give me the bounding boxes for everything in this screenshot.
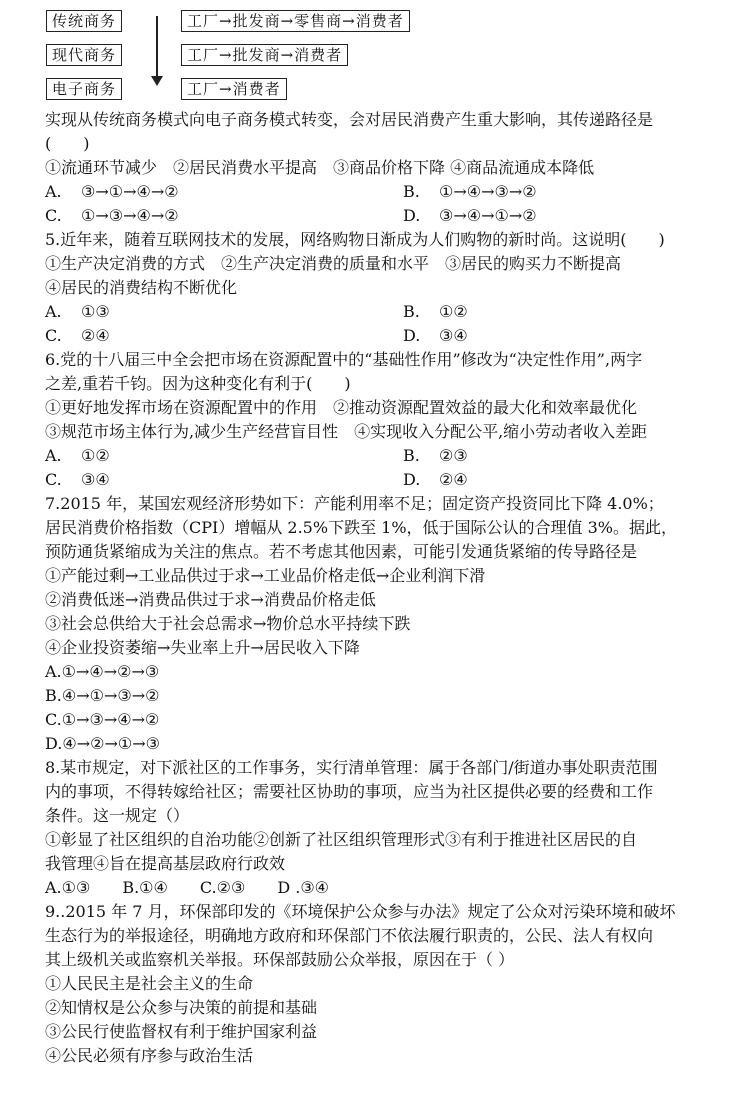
option-key: C.: [45, 206, 62, 225]
q4-stem-line1: 实现从传统商务模式向电子商务模式转变，会对居民消费产生重大影响，其传递路径是: [45, 110, 654, 129]
label-traditional-commerce: 传统商务: [46, 10, 122, 32]
q9-item-4: ④公民必须有序参与政治生活: [45, 1046, 254, 1065]
q6-items-line2: ③规范市场主体行为,减少生产经营盲目性 ④实现收入分配公平,缩小劳动者收入差距: [45, 422, 648, 441]
chain-electronic: 工厂→消费者: [181, 78, 287, 100]
q5-option-b[interactable]: [403, 302, 468, 322]
option-key: B.: [403, 446, 420, 465]
q7-item-4: ④企业投资萎缩→失业率上升→居民收入下降: [45, 638, 360, 657]
q7-option-d[interactable]: D.④→②→①→③: [45, 734, 160, 753]
option-key: C.: [45, 326, 62, 345]
q8-items-line1: ①彰显了社区组织的自治功能②创新了社区组织管理形式③有利于推进社区居民的自: [45, 830, 638, 849]
q6-option-a[interactable]: [45, 446, 110, 466]
q7-option-c[interactable]: C.①→③→④→②: [45, 710, 160, 729]
q6-option-c[interactable]: [45, 470, 110, 490]
q6-items-line1: ①更好地发挥市场在资源配置中的作用 ②推动资源配置效益的最大化和效率最优化: [45, 398, 638, 417]
option-key: B.: [403, 182, 420, 201]
q6-option-d[interactable]: [403, 470, 468, 490]
q8-option-b[interactable]: B.①④: [122, 878, 168, 897]
q8-options: [45, 878, 361, 898]
q6-stem-line1: 6.党的十八届三中全会把市场在资源配置中的“基础性作用”修改为“决定性作用”,两字: [45, 350, 643, 369]
chain-traditional: 工厂→批发商→零售商→消费者: [181, 10, 410, 32]
option-key: A.: [45, 446, 62, 465]
q9-item-3: ③公民行使监督权有利于维护国家利益: [45, 1022, 318, 1041]
q5-option-c[interactable]: [45, 326, 110, 346]
q9-item-1: ①人民民主是社会主义的生命: [45, 974, 254, 993]
q7-item-2: ②消费低迷→消费品供过于求→消费品价格走低: [45, 590, 376, 609]
q8-stem-line1: 8.某市规定，对下派社区的工作事务，实行清单管理：属于各部门/街道办事处职责范围: [45, 758, 658, 777]
q9-item-2: ②知情权是公众参与决策的前提和基础: [45, 998, 318, 1017]
q4-option-d[interactable]: [403, 206, 537, 226]
q5-items-line2: ④居民的消费结构不断优化: [45, 278, 238, 297]
option-key: D.: [403, 326, 421, 345]
q5-option-a[interactable]: [45, 302, 110, 322]
chain-modern: 工厂→批发商→消费者: [181, 44, 348, 66]
q8-stem-line2: 内的事项，不得转嫁给社区；需要社区协助的事项，应当为社区提供必要的经费和工作: [45, 782, 654, 801]
option-text: ①→④→③→②: [439, 182, 537, 201]
q4-option-c[interactable]: [45, 206, 179, 226]
option-text: ②④: [439, 470, 468, 489]
q4-option-b[interactable]: [403, 182, 537, 202]
q4-stem-line2: ( ): [45, 134, 90, 153]
q8-option-c[interactable]: C.②③: [199, 878, 246, 897]
q5-items-line1: ①生产决定消费的方式 ②生产决定消费的质量和水平 ③居民的购买力不断提高: [45, 254, 622, 273]
option-key: D.: [403, 206, 421, 225]
q9-stem-line3: 其上级机关或监察机关举报。环保部鼓励公众举报，原因在于（ ）: [45, 950, 515, 969]
q7-item-3: ③社会总供给大于社会总需求→物价总水平持续下跌: [45, 614, 411, 633]
q4-option-a[interactable]: [45, 182, 179, 202]
q7-option-a[interactable]: A.①→④→②→③: [45, 662, 160, 681]
option-text: ①②: [439, 302, 468, 321]
label-modern-commerce: 现代商务: [46, 44, 122, 66]
q7-item-1: ①产能过剩→工业品供过于求→工业品价格走低→企业利润下滑: [45, 566, 486, 585]
q7-stem-line1: 7.2015 年，某国宏观经济形势如下：产能利用率不足；固定资产投资同比下降 4.0%；: [45, 494, 664, 513]
down-arrow-line: [156, 16, 158, 79]
option-text: ③④: [81, 470, 110, 489]
option-key: C.: [45, 470, 62, 489]
q9-stem-line1: 9..2015 年 7 月，环保部印发的《环境保护公众参与办法》规定了公众对污染环境和破坏: [45, 902, 676, 921]
q6-stem-line2: 之差,重若千钧。因为这种变化有利于( ): [45, 374, 351, 393]
q7-stem-line2: 居民消费价格指数（CPI）增幅从 2.5%下跌至 1%，低于国际公认的合理值 3%。据此，: [45, 518, 678, 537]
q4-items: ①流通环节减少 ②居民消费水平提高 ③商品价格下降 ④商品流通成本降低: [45, 158, 595, 177]
q7-option-b[interactable]: B.④→①→③→②: [45, 686, 160, 705]
q7-stem-line3: 预防通货紧缩成为关注的焦点。若不考虑其他因素，可能引发通货紧缩的传导路径是: [45, 542, 638, 561]
option-text: ③→①→④→②: [81, 182, 179, 201]
label-e-commerce: 电子商务: [46, 78, 122, 100]
option-text: ③→④→①→②: [439, 206, 537, 225]
option-key: A.: [45, 302, 62, 321]
q8-option-a[interactable]: A.①③: [45, 878, 91, 897]
q5-option-d[interactable]: [403, 326, 468, 346]
q8-stem-line3: 条件。这一规定（）: [45, 806, 190, 825]
q8-items-line2: 我管理④旨在提高基层政府行政效: [45, 854, 286, 873]
option-text: ①→③→④→②: [81, 206, 179, 225]
q9-stem-line2: 生态行为的举报途径，明确地方政府和环保部门不依法履行职责的，公民、法人有权向: [45, 926, 654, 945]
q5-stem: 5.近年来，随着互联网技术的发展，网络购物日渐成为人们购物的新时尚。这说明( ): [45, 230, 665, 249]
down-arrow-icon: [151, 76, 163, 86]
option-key: D.: [403, 470, 421, 489]
option-text: ①③: [81, 302, 110, 321]
q6-option-b[interactable]: [403, 446, 468, 466]
option-text: ②③: [439, 446, 468, 465]
option-text: ①②: [81, 446, 110, 465]
option-text: ②④: [81, 326, 110, 345]
option-key: B.: [403, 302, 420, 321]
q8-option-d[interactable]: D .③④: [277, 878, 329, 897]
option-key: A.: [45, 182, 62, 201]
option-text: ③④: [439, 326, 468, 345]
